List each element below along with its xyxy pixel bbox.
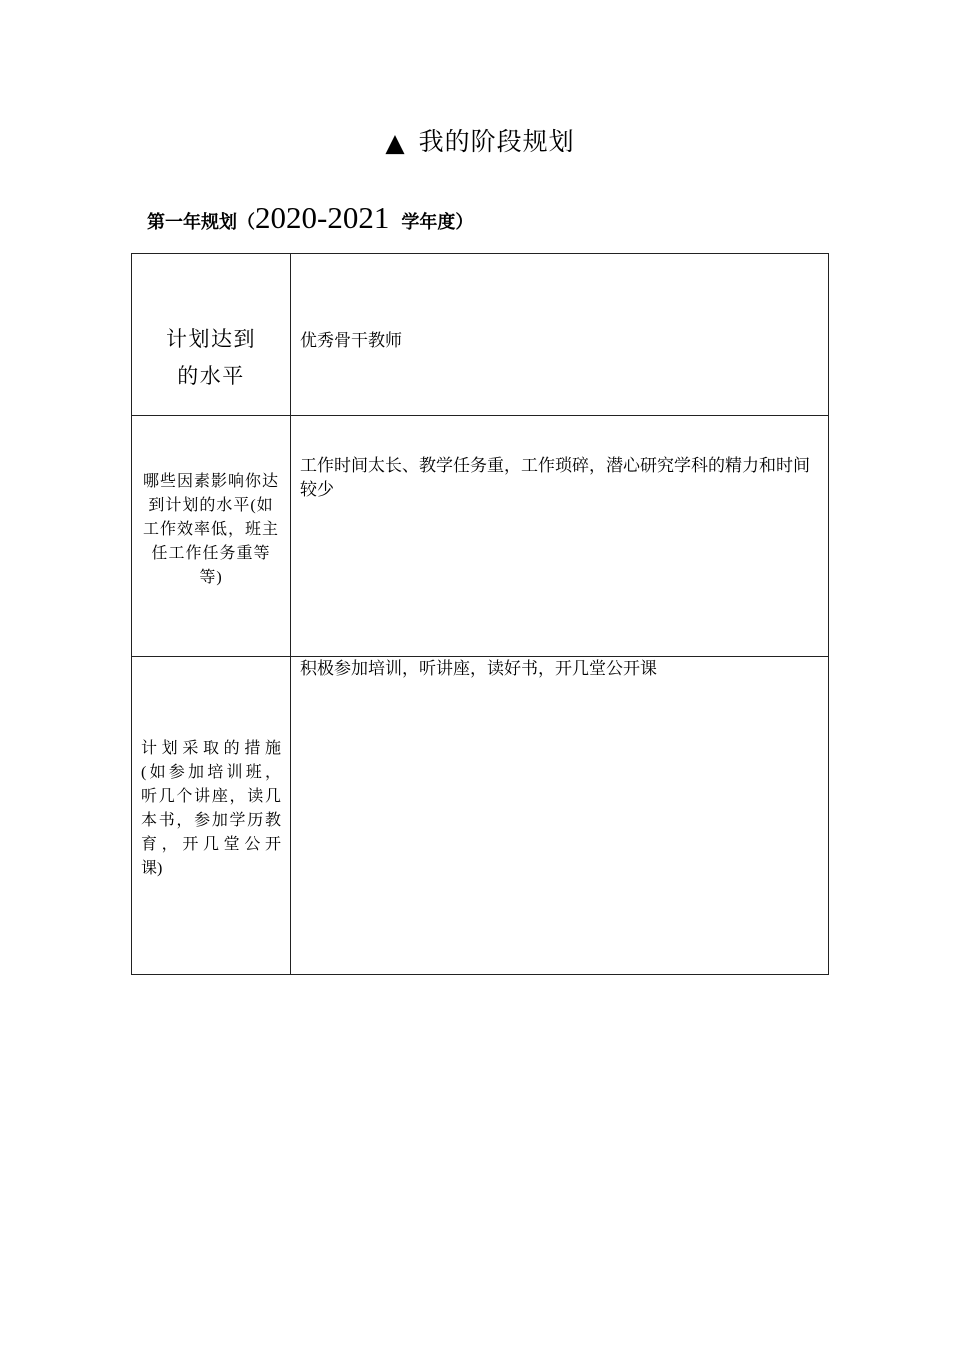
content-line: 较少	[300, 480, 334, 499]
label-line: 育，开几堂公开	[141, 836, 281, 853]
label-cell-measures	[132, 657, 291, 974]
label-line: 工作效率低，班主	[142, 521, 279, 538]
label-line: 本书，参加学历教	[141, 812, 281, 829]
page-title-text: 我的阶段规划	[418, 128, 575, 156]
content-line: 积极参加培训，听讲座，读好书，开几堂公开课	[300, 659, 657, 678]
label-line: 的水平	[177, 364, 245, 388]
label-line: 听几个讲座，读几	[141, 788, 281, 805]
content-line: 工作时间太长、教学任务重，工作琐碎，潜心研究学科的精力和时间	[300, 456, 810, 475]
content-line: 优秀骨干教师	[300, 331, 402, 350]
label-line: 到计划的水平(如	[148, 497, 274, 514]
label-line: 计划达到	[166, 327, 256, 351]
label-line: 任工作任务重等	[151, 545, 271, 562]
label-line: 课)	[141, 860, 163, 877]
label-line: 等)	[199, 569, 223, 586]
plan-table	[131, 253, 829, 975]
label-cell-obstacles	[132, 416, 291, 657]
label-line: 哪些因素影响你达	[142, 473, 279, 490]
section-heading-suffix: 学年度）	[401, 212, 474, 232]
label-cell-target-level	[132, 254, 291, 416]
content-cell-target-level	[291, 254, 828, 416]
content-cell-measures	[291, 657, 828, 974]
triangle-icon: ▲	[385, 127, 405, 157]
label-line: 计划采取的措施	[141, 740, 281, 757]
section-heading	[147, 200, 473, 236]
label-line: (如参加培训班，	[141, 764, 281, 781]
section-heading-prefix: 第一年规划（	[147, 212, 255, 232]
section-heading-years: 2020-2021	[255, 200, 390, 235]
page-title	[0, 124, 960, 160]
content-cell-obstacles	[291, 416, 828, 657]
